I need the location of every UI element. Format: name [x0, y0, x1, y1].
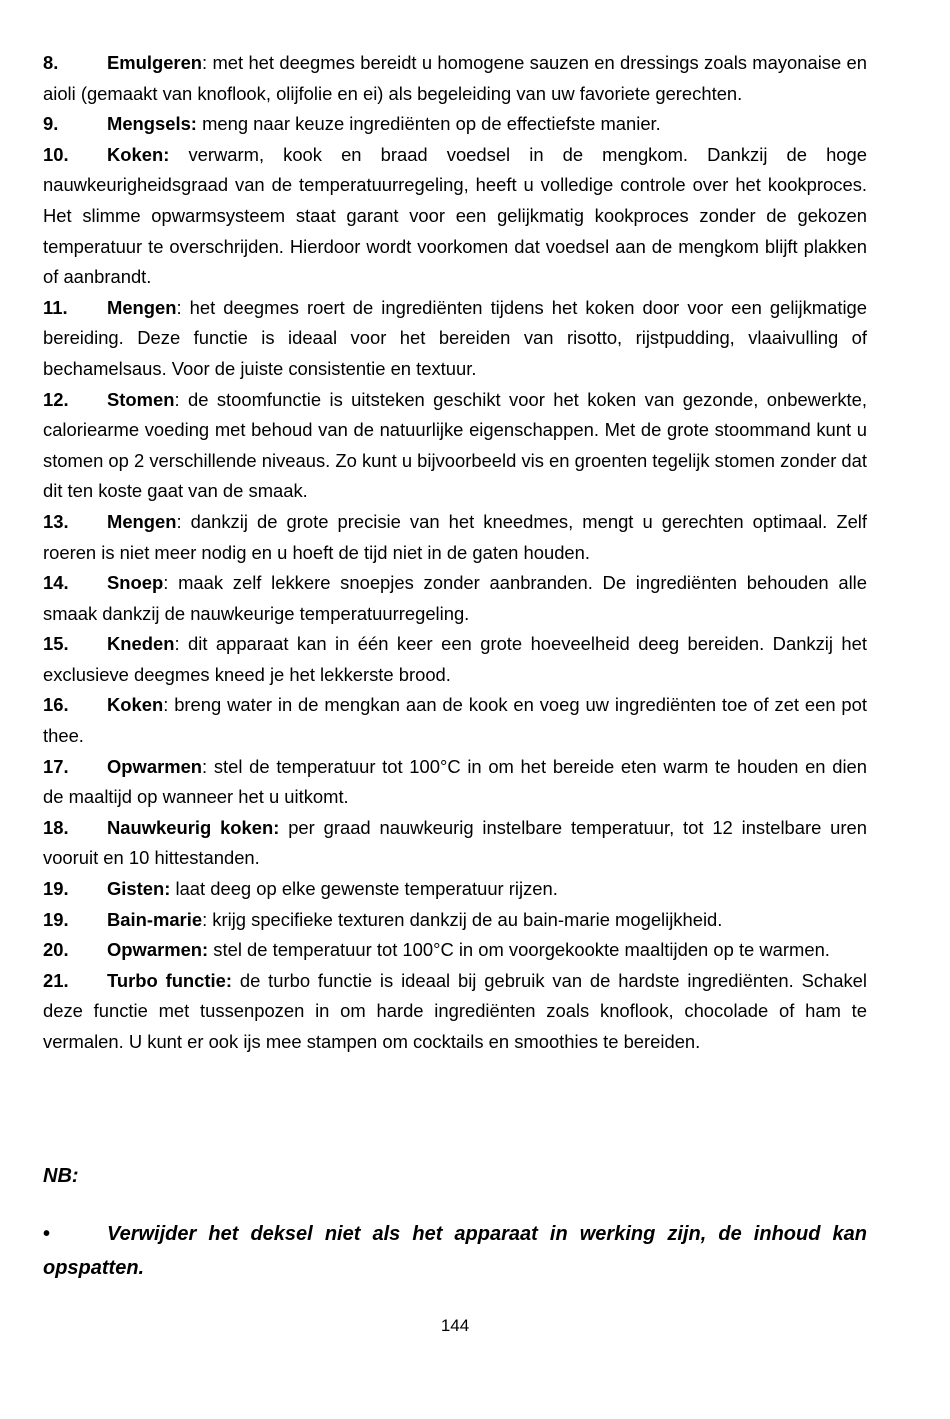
feature-number: 12.	[43, 388, 69, 410]
feature-description: met het deegmes bereidt u homogene sauzen en dressings zoals mayonaise en aioli (gemaakt van knoflook, olijfolie en ei) als begeleiding van uw favoriete gerechten.	[43, 52, 867, 104]
feature-list	[43, 48, 867, 1058]
bullet-icon: •	[43, 1223, 51, 1245]
feature-number: 15.	[43, 633, 69, 655]
feature-separator: :	[174, 388, 188, 410]
feature-description: laat deeg op elke gewenste temperatuur rijzen.	[175, 878, 558, 900]
feature-term: Nauwkeurig koken:	[107, 816, 280, 838]
feature-number: 11.	[43, 296, 68, 318]
feature-separator: :	[176, 510, 191, 532]
feature-item	[43, 109, 867, 140]
feature-separator	[232, 970, 240, 991]
nb-warning	[43, 1217, 867, 1285]
feature-item	[43, 629, 867, 690]
feature-number: 10.	[43, 143, 69, 165]
feature-term: Kneden	[107, 633, 175, 655]
feature-term: Koken	[107, 694, 164, 716]
feature-number: 18.	[43, 816, 69, 838]
nb-heading: NB:	[43, 1165, 79, 1187]
feature-number: 14.	[43, 572, 69, 594]
feature-term: Koken:	[107, 143, 170, 165]
feature-separator: :	[163, 694, 175, 716]
feature-description: maak zelf lekkere snoepjes zonder aanbranden. De ingrediënten behouden alle smaak dankzij de nauwkeurige temperatuurregeling.	[43, 572, 867, 624]
feature-description: de stoomfunctie is uitsteken geschikt voor het koken van gezonde, onbewerkte, caloriearme voeding met behoud van de natuurlijke eigenschappen. Met de grote stoommand kunt u stomen op 2 verschillende niveaus. Zo kunt u bijvoorbeeld vis en groenten tegelijk stomen zonder dat dit ten koste gaat van de smaak.	[43, 388, 867, 502]
feature-number: 21.	[43, 969, 69, 991]
feature-term: Stomen	[107, 388, 175, 410]
feature-number: 20.	[43, 939, 69, 961]
feature-description: het deegmes roert de ingrediënten tijdens het koken door voor een gelijkmatige bereiding. Deze functie is ideaal voor het bereiden van risotto, rijstpudding, vlaaivulling of bechamelsaus. Voor de juiste consistentie en textuur.	[43, 296, 867, 379]
feature-term: Mengsels:	[107, 113, 197, 135]
feature-separator: :	[174, 633, 189, 655]
feature-separator: :	[202, 52, 213, 73]
feature-number: 17.	[43, 755, 69, 777]
feature-description: per graad nauwkeurig instelbare temperatuur, tot 12 instelbare uren vooruit en 10 hittestanden.	[43, 816, 867, 869]
feature-separator	[279, 817, 288, 838]
feature-item	[43, 905, 867, 936]
feature-item	[43, 752, 867, 813]
feature-item	[43, 813, 867, 874]
feature-description: stel de temperatuur tot 100°C in om voorgekookte maaltijden op te warmen.	[213, 939, 830, 961]
feature-description: dit apparaat kan in één keer een grote hoeveelheid deeg bereiden. Dankzij het exclusieve deegmes kneed je het lekkerste brood.	[43, 633, 867, 685]
feature-item	[43, 507, 867, 568]
feature-term: Bain-marie	[107, 908, 203, 930]
feature-item	[43, 48, 867, 109]
feature-number: 16.	[43, 694, 69, 716]
feature-item	[43, 568, 867, 629]
feature-description: de turbo functie is ideaal bij gebruik van de hardste ingrediënten. Schakel deze functie met tussenpozen in om harde ingrediënten zoals knoflook, chocolade of ham te vermalen. U kunt er ook ijs mee stampen om cocktails en smoothies te bereiden.	[43, 969, 867, 1052]
feature-term: Gisten:	[107, 878, 171, 900]
feature-description: stel de temperatuur tot 100°C in om het bereide eten warm te houden en dien de maaltijd op wanneer het u uitkomt.	[43, 755, 867, 808]
nb-warning-text: Verwijder het deksel niet als het apparaat in werking zijn, de inhoud kan opspatten.	[43, 1223, 867, 1279]
feature-number: 9.	[43, 113, 59, 135]
feature-term: Mengen	[107, 296, 177, 318]
feature-item	[43, 385, 867, 507]
feature-item	[43, 966, 867, 1058]
feature-term: Emulgeren	[107, 52, 203, 73]
feature-separator	[169, 144, 188, 165]
feature-number: 8.	[43, 52, 59, 73]
feature-item	[43, 874, 867, 905]
feature-item	[43, 293, 867, 385]
feature-term: Opwarmen:	[107, 939, 209, 961]
feature-number: 13.	[43, 510, 69, 532]
page-number: 144	[440, 1316, 470, 1335]
feature-separator: :	[176, 296, 190, 318]
feature-term: Opwarmen	[107, 755, 203, 777]
feature-description: krijg specifieke texturen dankzij de au bain-marie mogelijkheid.	[212, 908, 723, 930]
feature-item	[43, 690, 867, 751]
feature-term: Snoep	[107, 572, 164, 594]
feature-number: 19.	[43, 878, 69, 900]
feature-item	[43, 935, 867, 966]
feature-description: breng water in de mengkan aan de kook en voeg uw ingrediënten toe of zet een pot thee.	[43, 694, 867, 747]
feature-separator: :	[202, 755, 214, 777]
feature-number: 19.	[43, 908, 69, 930]
feature-term: Turbo functie:	[107, 969, 232, 991]
feature-description: dankzij de grote precisie van het kneedmes, mengt u gerechten optimaal. Zelf roeren is niet meer nodig en u hoeft de tijd niet in de gaten houden.	[43, 510, 867, 563]
feature-item	[43, 140, 867, 293]
feature-separator: :	[202, 908, 213, 930]
feature-term: Mengen	[107, 510, 177, 532]
feature-description: meng naar keuze ingrediënten op de effectiefste manier.	[202, 113, 661, 135]
feature-separator: :	[163, 572, 179, 594]
feature-description: verwarm, kook en braad voedsel in de mengkom. Dankzij de hoge nauwkeurigheidsgraad van de temperatuurregeling, heeft u volledige controle over het kookproces. Het slimme opwarmsysteem staat garant voor een gelijkmatig kookproces zonder de gekozen temperatuur te overschrijden. Hierdoor wordt voorkomen dat voedsel aan de mengkom blijft plakken of aanbrandt.	[43, 143, 867, 288]
